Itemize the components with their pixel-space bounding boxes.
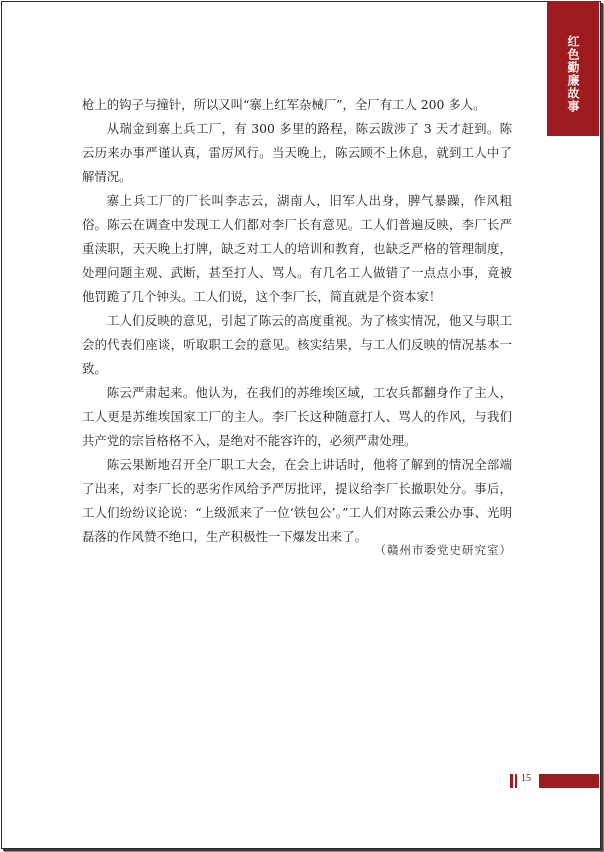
paragraph: 工人们反映的意见，引起了陈云的高度重视。为了核实情况，他又与职工会的代表们座谈，听取职工会的意见。核实结果，与工人们反映的情况基本一致。 (82, 313, 512, 376)
article-body (82, 93, 512, 549)
footer-accent-bar (539, 774, 599, 788)
paragraph: 从瑞金到寨上兵工厂，有 300 多里的路程，陈云跋涉了 3 天才赶到。陈云历来办事严谨认真，雷厉风行。当天晚上，陈云顾不上休息，就到工人中了解情况。 (82, 121, 512, 184)
paragraph: 寨上兵工厂的厂长叫李志云，湖南人，旧军人出身，脾气暴躁，作风粗俗。陈云在调查中发现工人们都对李厂长有意见。工人们普遍反映，李厂长严重渎职，天天晚上打牌，缺乏对工人的培训和教育，也缺乏严格的管理制度，处理问题主观、武断，甚至打人、骂人。有几名工人做错了一点点小事，竟被他罚跪了几个钟头。工人们说，这个李厂长，简直就是个资本家！ (82, 193, 512, 304)
section-tab-label: 红色勤廉故事 (566, 35, 580, 113)
source-attribution: （赣州市委党史研究室） (374, 543, 512, 557)
footer-accent-bar (510, 774, 513, 788)
paragraph: 枪上的钩子与撞针，所以又叫“寨上红军杂械厂”，全厂有工人 200 多人。 (82, 97, 486, 112)
section-tab (547, 1, 599, 136)
paragraph: 陈云严肃起来。他认为，在我们的苏维埃区域，工农兵都翻身作了主人，工人更是苏维埃国家工厂的主人。李厂长这种随意打人、骂人的作风，与我们共产党的宗旨格格不入，是绝对不能容许的，必须严肃处理。 (82, 385, 512, 448)
paragraph: 陈云果断地召开全厂职工大会，在会上讲话时，他将了解到的情况全部端了出来，对李厂长的恶劣作风给予严厉批评，提议给李厂长撤职处分。事后，工人们纷纷议论说：“上级派来了一位‘铁包公’。”工人们对陈云秉公办事、光明磊落的作风赞不绝口，生产积极性一下爆发出来了。 (82, 457, 512, 544)
footer-accent-bar (515, 774, 517, 788)
page-number: 15 (521, 773, 531, 784)
